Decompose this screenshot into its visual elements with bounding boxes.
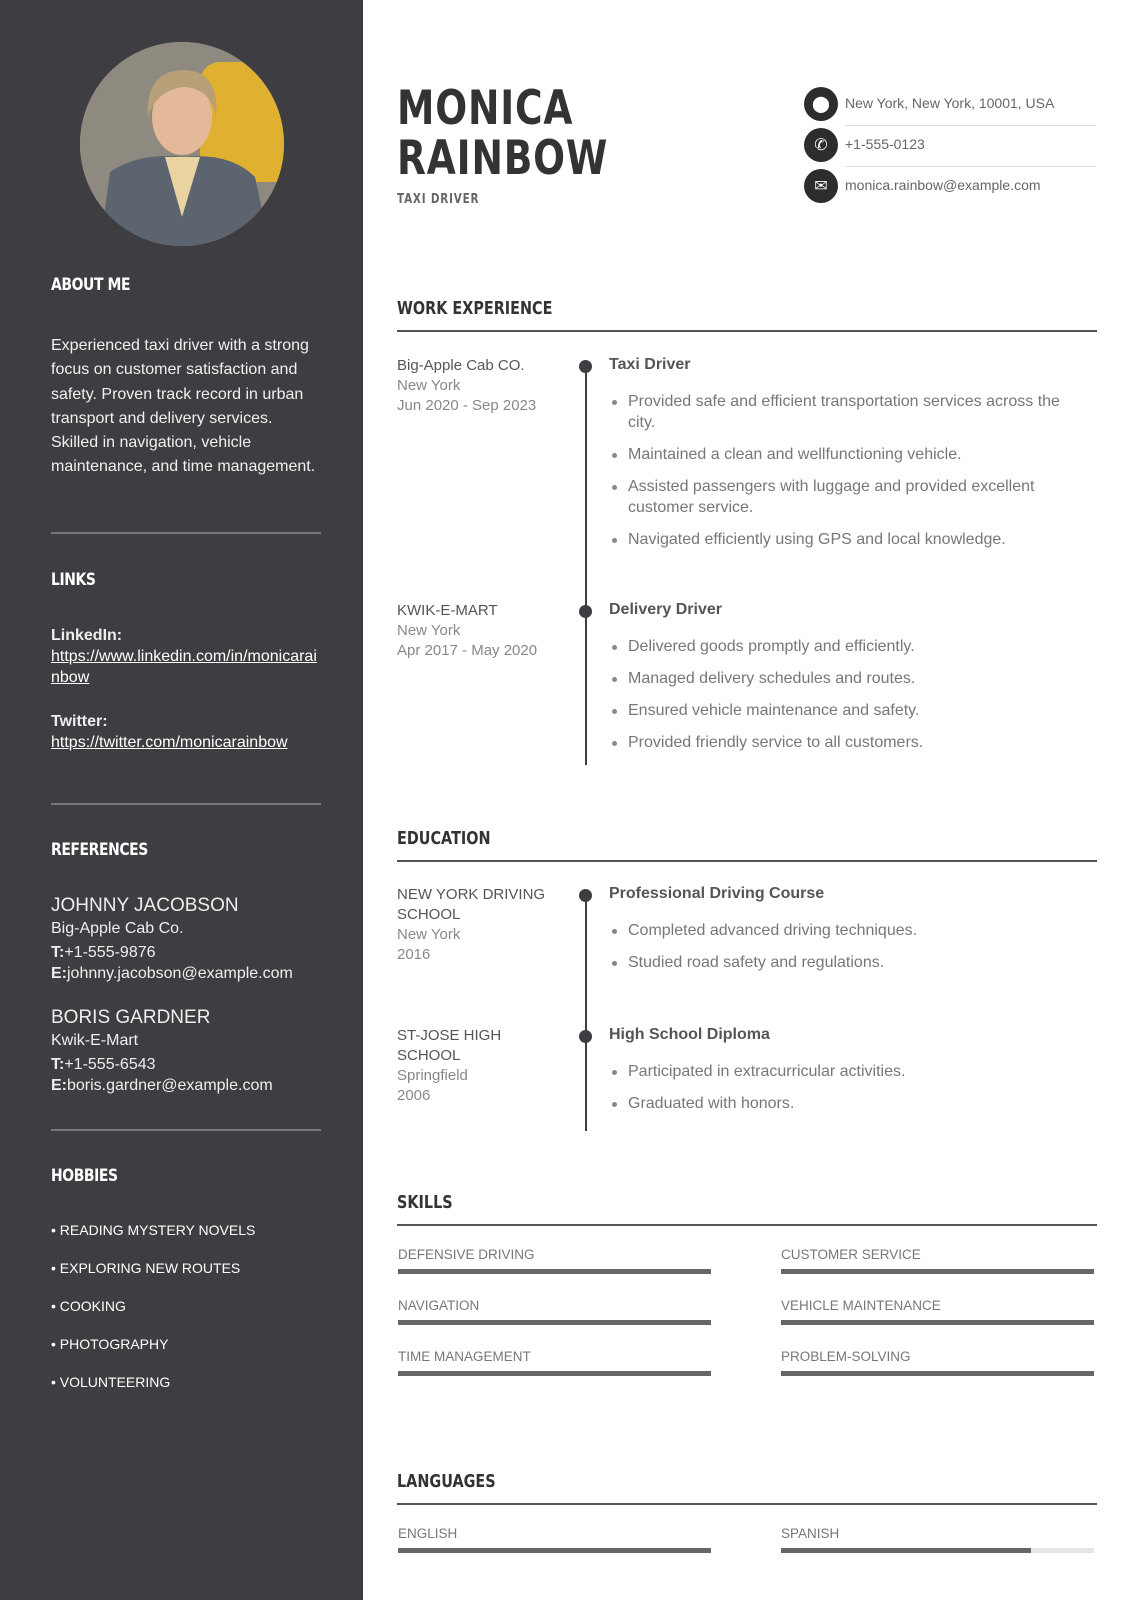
entry-location: New York	[397, 377, 461, 394]
entry-dates: Apr 2017 - May 2020	[397, 642, 538, 659]
entry-location: New York	[397, 622, 461, 639]
entry-dates: Jun 2020 - Sep 2023	[397, 397, 537, 414]
reference-item	[51, 894, 293, 984]
entry-dates: 2016	[397, 946, 431, 963]
languages-heading: LANGUAGES	[397, 1471, 496, 1492]
entry-bullets	[609, 1061, 1089, 1125]
entry-org-block	[397, 356, 562, 416]
reference-company: Kwik-E-Mart	[51, 1032, 139, 1049]
link-label: LinkedIn:	[51, 627, 123, 644]
skill-item	[781, 1349, 1094, 1376]
entry-location: Springfield	[397, 1067, 468, 1084]
entry-title: Delivery Driver	[609, 601, 722, 618]
bullet-item: Maintained a clean and wellfunctioning vehicle.	[609, 444, 1089, 465]
bullet-item: Managed delivery schedules and routes.	[609, 668, 1089, 689]
reference-email: boris.gardner@example.com	[67, 1077, 273, 1094]
contact-address	[804, 84, 1096, 124]
link-linkedin	[51, 625, 321, 688]
label: E:	[51, 965, 67, 982]
bullet-item: Assisted passengers with luggage and provided excellent customer service.	[609, 476, 1089, 518]
link-twitter	[51, 711, 321, 753]
divider	[51, 803, 321, 805]
work-heading: WORK EXPERIENCE	[397, 298, 553, 319]
email-text[interactable]: monica.rainbow@example.com	[845, 177, 1041, 193]
hobby-item: • COOKING	[51, 1298, 126, 1314]
entry-org-block	[397, 1026, 562, 1106]
first-name: MONICA	[397, 81, 574, 136]
skill-item	[398, 1526, 711, 1553]
last-name: RAINBOW	[397, 131, 609, 186]
timeline-line	[585, 611, 587, 765]
map-pin-icon: ⬤	[804, 87, 838, 121]
divider	[397, 860, 1097, 862]
bullet-item: Provided safe and efficient transportation services across the city.	[609, 391, 1089, 433]
skill-item	[781, 1247, 1094, 1274]
entry-org-block	[397, 601, 562, 661]
skill-item	[398, 1349, 711, 1376]
entry-dates: 2006	[397, 1087, 431, 1104]
linkedin-link[interactable]: https://www.linkedin.com/in/monicarainbow	[51, 648, 317, 686]
entry-org-block	[397, 885, 562, 965]
reference-name: JOHNNY JACOBSON	[51, 895, 239, 916]
bullet-item: Participated in extracurricular activities.	[609, 1061, 1089, 1082]
bullet-item: Studied road safety and regulations.	[609, 952, 1089, 973]
bullet-item: Navigated efficiently using GPS and local knowledge.	[609, 529, 1089, 550]
entry-title: Professional Driving Course	[609, 885, 825, 902]
reference-phone: +1-555-9876	[64, 944, 156, 961]
phone-icon: ✆	[804, 128, 838, 162]
skill-item	[398, 1298, 711, 1325]
hobby-item: • READING MYSTERY NOVELS	[51, 1222, 256, 1238]
skill-level-bar	[398, 1269, 711, 1274]
hobby-item: • PHOTOGRAPHY	[51, 1336, 169, 1352]
skill-level-fill	[398, 1320, 711, 1325]
skill-name: PROBLEM-SOLVING	[781, 1349, 911, 1364]
divider	[397, 1224, 1097, 1226]
divider	[51, 1129, 321, 1131]
skill-level-fill	[398, 1371, 711, 1376]
entry-organization: ST-JOSE HIGH SCHOOL	[397, 1027, 502, 1064]
label: T:	[51, 944, 65, 961]
skill-level-fill	[781, 1320, 1094, 1325]
envelope-icon: ✉	[804, 169, 838, 203]
hobbies-heading: HOBBIES	[51, 1166, 118, 1186]
contact-phone	[804, 125, 1096, 165]
skill-name: NAVIGATION	[398, 1298, 480, 1313]
timeline-line	[585, 895, 587, 1036]
hobby-item: • EXPLORING NEW ROUTES	[51, 1260, 241, 1276]
label: E:	[51, 1077, 67, 1094]
skill-level-bar	[398, 1320, 711, 1325]
entry-organization: Big-Apple Cab CO.	[397, 357, 525, 374]
skill-level-fill	[781, 1269, 1094, 1274]
sidebar	[0, 0, 363, 1600]
hobby-item: • VOLUNTEERING	[51, 1374, 171, 1390]
skill-level-bar	[398, 1371, 711, 1376]
link-label: Twitter:	[51, 713, 108, 730]
reference-item	[51, 1006, 273, 1096]
bullet-item: Delivered goods promptly and efficiently.	[609, 636, 1089, 657]
phone-text: +1-555-0123	[845, 136, 925, 152]
profile-photo	[80, 42, 284, 246]
divider	[397, 1503, 1097, 1505]
skill-level-bar	[781, 1548, 1094, 1553]
timeline-line	[585, 366, 587, 611]
about-text: Experienced taxi driver with a strong focus on customer satisfaction and safety. Proven track record in urban transport and delivery services. Skilled in navigation, vehicle maintenance, and time management.	[51, 337, 316, 476]
divider	[397, 330, 1097, 332]
skill-level-bar	[781, 1269, 1094, 1274]
skill-level-fill	[781, 1548, 1031, 1553]
about-heading: ABOUT ME	[51, 275, 131, 295]
links-heading: LINKS	[51, 570, 96, 590]
skill-level-bar	[781, 1320, 1094, 1325]
skill-name: SPANISH	[781, 1526, 840, 1541]
skill-name: TIME MANAGEMENT	[398, 1349, 531, 1364]
bullet-item: Ensured vehicle maintenance and safety.	[609, 700, 1089, 721]
reference-company: Big-Apple Cab Co.	[51, 920, 184, 937]
name-heading	[397, 81, 609, 186]
entry-location: New York	[397, 926, 461, 943]
skill-name: CUSTOMER SERVICE	[781, 1247, 921, 1262]
skill-level-fill	[781, 1371, 1094, 1376]
label: T:	[51, 1056, 65, 1073]
twitter-link[interactable]: https://twitter.com/monicarainbow	[51, 734, 288, 751]
entry-organization: KWIK-E-MART	[397, 602, 498, 619]
skill-level-fill	[398, 1269, 711, 1274]
skill-name: VEHICLE MAINTENANCE	[781, 1298, 941, 1313]
bullet-item: Completed advanced driving techniques.	[609, 920, 1089, 941]
entry-organization: NEW YORK DRIVING SCHOOL	[397, 886, 546, 923]
skill-name: ENGLISH	[398, 1526, 458, 1541]
skill-item	[781, 1298, 1094, 1325]
contact-email	[804, 166, 1096, 206]
education-heading: EDUCATION	[397, 828, 491, 849]
skill-level-fill	[398, 1548, 711, 1553]
bullet-item: Graduated with honors.	[609, 1093, 1089, 1114]
divider	[51, 532, 321, 534]
entry-bullets	[609, 391, 1089, 561]
skill-name: DEFENSIVE DRIVING	[398, 1247, 535, 1262]
entry-bullets	[609, 636, 1089, 764]
address-text: New York, New York, 10001, USA	[845, 95, 1055, 111]
references-heading: REFERENCES	[51, 840, 148, 860]
entry-title: Taxi Driver	[609, 356, 691, 373]
skill-level-bar	[398, 1548, 711, 1553]
entry-bullets	[609, 920, 1089, 984]
bullet-item: Provided friendly service to all customers.	[609, 732, 1089, 753]
skill-item	[781, 1526, 1094, 1553]
reference-email: johnny.jacobson@example.com	[67, 965, 293, 982]
job-title: TAXI DRIVER	[397, 192, 480, 207]
skill-item	[398, 1247, 711, 1274]
entry-title: High School Diploma	[609, 1026, 770, 1043]
skill-level-bar	[781, 1371, 1094, 1376]
reference-phone: +1-555-6543	[64, 1056, 156, 1073]
skills-heading: SKILLS	[397, 1192, 453, 1213]
reference-name: BORIS GARDNER	[51, 1007, 211, 1028]
timeline-line	[585, 1036, 587, 1131]
